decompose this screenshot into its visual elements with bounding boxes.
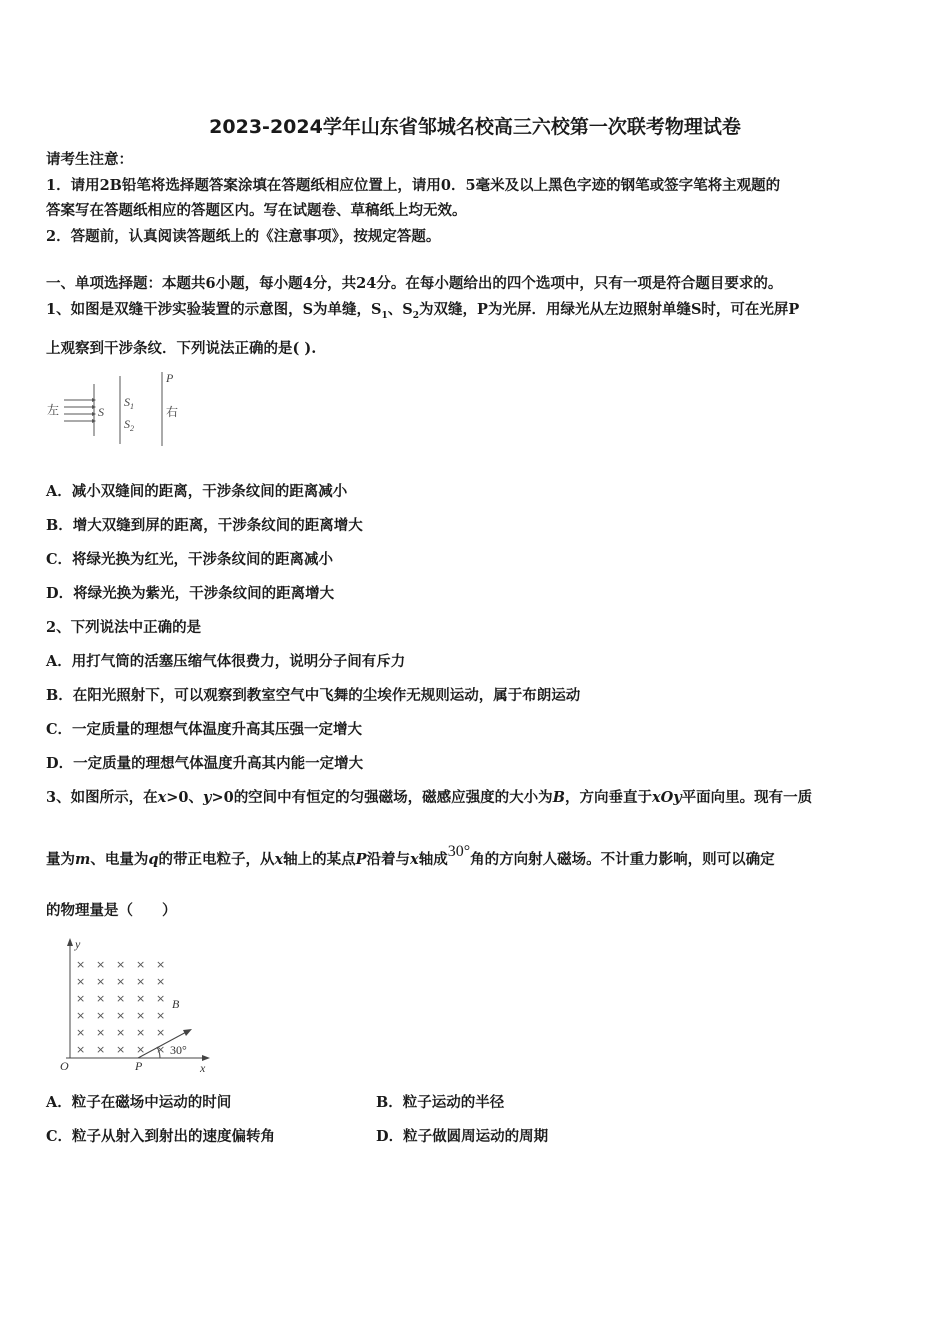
- q3-var-x: x: [410, 851, 419, 868]
- q3-var-y: y: [203, 789, 212, 806]
- notice-line-1b: 答案写在答题纸相应的答题区内。写在试题卷、草稿纸上均无效。: [46, 202, 467, 219]
- q2-option-a: A．用打气筒的活塞压缩气体很费力，说明分子间有斥力: [46, 653, 406, 670]
- q1-option-d: D．将绿光换为紫光，干涉条纹间的距离增大: [46, 585, 335, 602]
- field-cross-mark: ×: [136, 958, 146, 971]
- q1-option-a: A．减小双缝间的距离，干涉条纹间的距离减小: [46, 483, 348, 500]
- q3-text: 轴上的某点: [283, 851, 356, 868]
- field-cross-mark: ×: [136, 1043, 146, 1056]
- q3-text: 、电量为: [90, 851, 149, 868]
- q2-stem: 2、下列说法中正确的是: [46, 619, 202, 636]
- fig-y-label: y: [75, 937, 81, 951]
- field-cross-mark: ×: [156, 958, 166, 971]
- q1-text-a: 1、如图是双缝干涉实验装置的示意图，S为单缝，S: [46, 301, 382, 318]
- field-cross-mark: ×: [116, 1043, 126, 1056]
- q1-stem-line2: 上观察到干涉条纹．下列说法正确的是( ).: [46, 340, 317, 357]
- fig-angle-label: 30°: [170, 1043, 187, 1057]
- q3-text: >0: [211, 789, 234, 806]
- fig-s2-label: [124, 417, 134, 433]
- q3-text: 的空间中有恒定的匀强磁场，磁感应强度的大小为: [233, 789, 553, 806]
- field-cross-mark: ×: [76, 1043, 86, 1056]
- field-cross-mark: ×: [96, 1043, 106, 1056]
- notice-line-2: 2．答题前，认真阅读答题纸上的《注意事项》，按规定答题。: [46, 228, 441, 245]
- q3-stem-line3: 的物理量是（ ）: [46, 902, 177, 919]
- q2-option-d: D．一定质量的理想气体温度升高其内能一定增大: [46, 755, 364, 772]
- q1-text-b: 、S: [387, 301, 413, 318]
- field-cross-mark: ×: [136, 1026, 146, 1039]
- q1-s2-sub: 2: [412, 310, 420, 321]
- fig-s1-sub: 1: [130, 402, 134, 411]
- q3-angle: 30°: [447, 843, 471, 860]
- field-cross-grid: [76, 958, 165, 1056]
- q3-text: 平面向里。现有一质: [681, 789, 813, 806]
- q3-option-c: C．粒子从射入到射出的速度偏转角: [46, 1128, 276, 1145]
- q3-text: 角的方向射人磁场。不计重力影响，则可以确定: [470, 851, 775, 868]
- q2-option-c: C．一定质量的理想气体温度升高其压强一定增大: [46, 721, 363, 738]
- section-heading: 一、单项选择题：本题共6小题，每小题4分，共24分。在每小题给出的四个选项中，只有一项是符合题目要求的。: [46, 275, 783, 292]
- fig-s2-letter: S: [124, 417, 130, 431]
- q1-stem-line1: [46, 300, 799, 326]
- q1-option-c: C．将绿光换为红光，干涉条纹间的距离减小: [46, 551, 334, 568]
- q3-var-q: q: [148, 851, 159, 868]
- field-cross-mark: ×: [76, 1026, 86, 1039]
- field-cross-mark: ×: [156, 975, 166, 988]
- q3-text: 量为: [46, 851, 75, 868]
- velocity-arrow-head: [183, 1029, 192, 1036]
- field-cross-mark: ×: [116, 958, 126, 971]
- q3-text: 轴成: [418, 851, 448, 868]
- field-cross-mark: ×: [116, 1009, 126, 1022]
- q3-text: >0、: [166, 789, 203, 806]
- field-cross-mark: ×: [156, 1009, 166, 1022]
- fig-right-label: 右: [166, 405, 179, 419]
- q3-stem-line1: [46, 788, 812, 808]
- q3-text: ，方向垂直于: [564, 789, 652, 806]
- field-cross-mark: ×: [96, 1009, 106, 1022]
- field-cross-mark: ×: [96, 958, 106, 971]
- q3-var-xoy: xOy: [651, 789, 682, 806]
- field-cross-mark: ×: [96, 1026, 106, 1039]
- fig-x-label: x: [200, 1061, 206, 1075]
- field-cross-mark: ×: [116, 975, 126, 988]
- field-cross-mark: ×: [76, 992, 86, 1005]
- double-slit-figure: [44, 370, 194, 450]
- fig-s1-letter: S: [124, 395, 130, 409]
- notice-line-1a: 1．请用2B铅笔将选择题答案涂填在答题纸相应位置上，请用0．5毫米及以上黑色字迹的钢笔或签字笔将主观题的: [46, 177, 781, 194]
- field-cross-mark: ×: [76, 958, 86, 971]
- y-axis-arrow: [67, 938, 73, 946]
- field-cross-mark: ×: [96, 992, 106, 1005]
- q1-text-c: 为双缝，P为光屏．用绿光从左边照射单缝S时，可在光屏P: [419, 301, 800, 318]
- fig-s2-sub: 2: [130, 424, 134, 433]
- fig-s1-label: [124, 395, 134, 411]
- page-title: 2023-2024学年山东省邹城名校高三六校第一次联考物理试卷: [209, 116, 741, 138]
- q3-var-b: B: [552, 789, 565, 806]
- q3-var-p: P: [355, 851, 367, 868]
- q2-option-b: B．在阳光照射下，可以观察到教室空气中飞舞的尘埃作无规则运动，属于布朗运动: [46, 687, 581, 704]
- fig-b-label: B: [172, 997, 180, 1011]
- notice-heading: 请考生注意：: [46, 151, 133, 168]
- q3-text: 3、如图所示，在: [46, 789, 158, 806]
- q3-option-a: A．粒子在磁场中运动的时间: [46, 1094, 232, 1111]
- q3-text: 沿着与: [366, 851, 411, 868]
- q3-var-m: m: [75, 851, 91, 868]
- field-cross-mark: ×: [136, 975, 146, 988]
- field-cross-mark: ×: [96, 975, 106, 988]
- field-cross-mark: ×: [136, 1009, 146, 1022]
- fig-p-label: P: [135, 1059, 143, 1073]
- q3-text: 的带正电粒子，从: [158, 851, 275, 868]
- fig-left-label: 左: [47, 403, 60, 417]
- q3-stem-line2: [46, 843, 775, 870]
- field-cross-mark: ×: [76, 975, 86, 988]
- q3-var-x: x: [157, 789, 167, 806]
- field-cross-mark: ×: [116, 1026, 126, 1039]
- field-cross-mark: ×: [156, 1026, 166, 1039]
- field-cross-mark: ×: [156, 992, 166, 1005]
- field-cross-mark: ×: [116, 992, 126, 1005]
- field-cross-mark: ×: [136, 992, 146, 1005]
- q3-option-b: B．粒子运动的半径: [376, 1094, 505, 1111]
- fig-s-label: S: [98, 405, 104, 419]
- fig-o-label: O: [60, 1059, 69, 1073]
- field-cross-mark: ×: [76, 1009, 86, 1022]
- q1-option-b: B．增大双缝到屏的距离，干涉条纹间的距离增大: [46, 517, 363, 534]
- q3-option-d: D．粒子做圆周运动的周期: [376, 1128, 549, 1145]
- q3-var-x: x: [274, 851, 284, 868]
- magnetic-field-figure: [56, 936, 216, 1076]
- field-cross-mark: ×: [156, 1043, 166, 1056]
- fig-p-label: P: [166, 371, 174, 385]
- q1-s1-sub: 1: [381, 310, 388, 321]
